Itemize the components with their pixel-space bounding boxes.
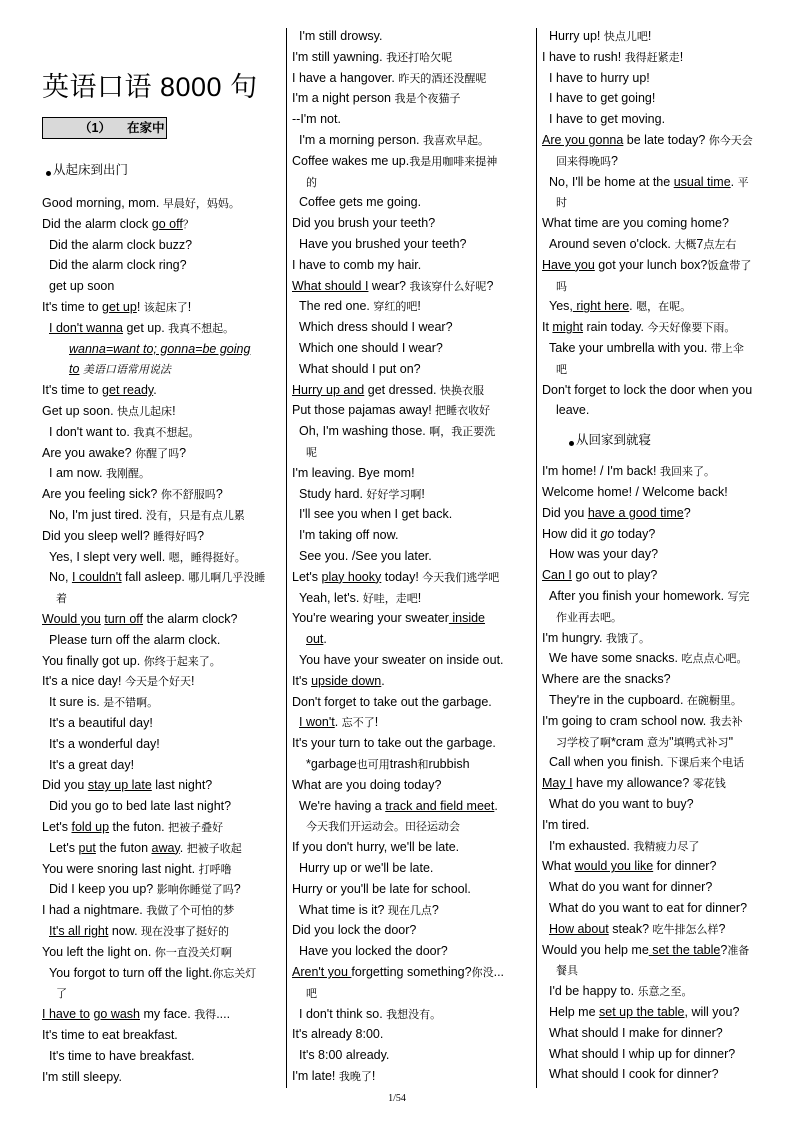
sentence-line: How did it go today?: [542, 526, 656, 541]
sentence-line: You were snoring last night. 打呼噜: [42, 861, 232, 876]
sentence-line: Have you brushed your teeth?: [299, 237, 467, 251]
sentence-line: I have to comb my hair.: [292, 257, 422, 272]
sentence-line: I'm hungry. 我饿了。: [542, 630, 650, 645]
sentence-line: You left the light on. 你一直没关灯啊: [42, 944, 232, 959]
sentence-line: What would you like for dinner?: [542, 859, 717, 874]
sentence-line: They're in the cupboard. 在碗橱里。: [549, 693, 742, 707]
sentence-line: You have your sweater on inside out.: [299, 653, 504, 667]
sentence-line: No, I'm just tired. 没有，只是有点儿累: [49, 508, 245, 522]
sentence-line: It's a great day!: [49, 757, 135, 772]
sentence-line: What do you want to eat for dinner?: [549, 901, 748, 915]
sentence-line: You forgot to turn off the light.你忘关灯: [49, 965, 257, 980]
sentence-line: Hurry up or we'll be late.: [299, 861, 434, 875]
sentence-line: Are you feeling sick? 你不舒服吗?: [42, 487, 223, 502]
sentence-line: It's time to get ready.: [42, 383, 157, 398]
sentence-line: I'm still yawning. 我还打哈欠呢: [292, 49, 453, 64]
sentence-line: 今天我们开运动会。田径运动会: [306, 821, 460, 834]
sentence-line: 习学校了啊*cram 意为"填鸭式补习": [556, 734, 733, 749]
page-title: 英语口语 8000 句: [42, 72, 258, 102]
sentence-line: I'm still drowsy.: [299, 29, 383, 43]
sentence-line: What time are you coming home?: [542, 216, 729, 231]
section-heading: 从起床到出门: [46, 162, 128, 178]
sentence-line: I don't think so. 我想没有。: [299, 1006, 442, 1021]
sentence-line: What should I wear? 我该穿什么好呢?: [292, 278, 494, 293]
sentence-line: Call when you finish. 下课后来个电话: [549, 755, 745, 770]
sentence-line: Which one should I wear?: [299, 341, 443, 355]
sentence-line: Did you have a good time?: [542, 505, 691, 520]
sentence-line: What time is it? 现在几点?: [299, 902, 439, 917]
sentence-line: I'm leaving. Bye mom!: [292, 465, 415, 480]
sentence-line: I'm late! 我晚了!: [292, 1069, 376, 1083]
sentence-line: leave.: [556, 403, 590, 418]
sentence-line: We're having a track and field meet.: [299, 798, 498, 813]
sentence-line: It might rain today. 今天好像要下雨。: [542, 320, 736, 335]
sentence-line: 了: [56, 988, 67, 1001]
sentence-line: It sure is. 是不错啊。: [49, 695, 159, 710]
sentence-line: The red one. 穿红的吧!: [299, 299, 421, 314]
sentence-line: I'm home! / I'm back! 我回来了。: [542, 464, 715, 479]
bullet-icon: [46, 171, 51, 176]
sentence-line: I am now. 我刚醒。: [49, 466, 150, 481]
sentence-line: Take your umbrella with you. 带上伞: [549, 341, 744, 355]
sentence-line: 呢: [306, 447, 317, 459]
sentence-line: Don't forget to lock the door when you: [542, 382, 753, 397]
sentence-line: Yes, I slept very well. 嗯，睡得挺好。: [49, 549, 246, 564]
sentence-line: If you don't hurry, we'll be late.: [292, 840, 460, 855]
sentence-line: Are you gonna be late today? 你今天会: [542, 133, 753, 147]
sentence-line: I have to hurry up!: [549, 70, 650, 85]
sentence-line: It's time to eat breakfast.: [42, 1028, 178, 1042]
sentence-line: I'm a morning person. 我喜欢早起。: [299, 133, 489, 147]
sentence-line: I'm going to cram school now. 我去补: [542, 713, 743, 728]
sentence-line: I'll see you when I get back.: [299, 507, 453, 522]
sentence-line: What do you want to buy?: [549, 797, 694, 811]
sentence-line: I had a nightmare. 我做了个可怕的梦: [42, 903, 235, 918]
sentence-line: Help me set up the table, will you?: [549, 1005, 740, 1019]
sentence-line: I have to go wash my face. 我得....: [42, 1007, 231, 1022]
sentence-line: Oh, I'm washing those. 啊，我正要洗: [299, 424, 496, 439]
sentence-line: What should I whip up for dinner?: [549, 1046, 736, 1061]
section-heading: 从回家到就寝: [569, 432, 651, 448]
sentence-line: Did the alarm clock go off？: [42, 216, 194, 231]
sentence-line: No, I'll be home at the usual time. 平: [549, 174, 749, 189]
sentence-line: Coffee gets me going.: [299, 195, 422, 210]
sentence-line: It's time to have breakfast.: [49, 1048, 195, 1063]
sentence-line: 回来得晚吗?: [556, 153, 618, 168]
chapter-heading: [42, 117, 167, 139]
sentence-line: Get up soon. 快点儿起床!: [42, 404, 176, 418]
sentence-line: Did the alarm clock ring?: [49, 258, 187, 273]
sentence-line: It's time to get up! 该起床了!: [42, 300, 192, 314]
sentence-line: It's your turn to take out the garbage.: [292, 736, 496, 751]
sentence-line: Welcome home! / Welcome back!: [542, 485, 728, 499]
sentence-line: I have to rush! 我得赶紧走!: [542, 49, 684, 64]
sentence-line: It's upside down.: [292, 673, 385, 688]
sentence-line: Hurry up and get dressed. 快换衣服: [292, 382, 485, 397]
sentence-line: Can I go out to play?: [542, 568, 658, 583]
sentence-line: Are you awake? 你醒了吗?: [42, 445, 187, 460]
sentence-line: Did you brush your teeth?: [292, 216, 436, 231]
sentence-line: Would you turn off the alarm clock?: [42, 612, 238, 626]
sentence-line: Put those pajamas away! 把睡衣收好: [292, 403, 491, 418]
sentence-line: What should I make for dinner?: [549, 1025, 723, 1040]
page-number: 1/54: [388, 1093, 406, 1104]
sentence-line: 吗: [556, 280, 567, 293]
sentence-line: I have to get moving.: [549, 112, 666, 127]
sentence-line: I don't wanna get up. 我真不想起。: [49, 320, 235, 335]
sentence-line: It's 8:00 already.: [299, 1048, 390, 1063]
sentence-line: Did you go to bed late last night?: [49, 799, 232, 814]
sentence-line: Aren't you forgetting something?你没...: [292, 965, 505, 979]
sentence-line: Yeah, let's. 好哇，走吧!: [299, 590, 422, 605]
sentence-line: How about steak? 吃牛排怎么样?: [549, 921, 726, 936]
sentence-line: Where are the snacks?: [542, 672, 671, 687]
sentence-line: I'm taking off now.: [299, 528, 399, 543]
sentence-line: Would you help me set the table?准备: [542, 942, 750, 957]
sentence-line: I'm exhausted. 我精疲力尽了: [549, 838, 700, 853]
sentence-line: 时: [556, 197, 567, 210]
sentence-line: --I'm not.: [292, 112, 341, 127]
sentence-line: We have some snacks. 吃点点心吧。: [549, 651, 748, 666]
sentence-line: Did you sleep well? 睡得好吗?: [42, 528, 205, 543]
sentence-line: See you. /See you later.: [299, 549, 432, 563]
sentence-line: Hurry up! 快点儿吧!: [549, 29, 652, 43]
sentence-line: No, I couldn't fall asleep. 哪儿啊几乎没睡: [49, 570, 266, 585]
sentence-line: I have a hangover. 昨天的酒还没醒呢: [292, 70, 487, 85]
sentence-line: What do you want for dinner?: [549, 880, 713, 895]
bullet-icon: [569, 441, 574, 446]
sentence-line: get up soon: [49, 279, 115, 294]
sentence-line: May I have my allowance? 零花钱: [542, 776, 726, 791]
column-divider: [536, 28, 537, 1088]
sentence-line: *garbage也可用trash和rubbish: [306, 757, 470, 771]
sentence-line: Yes, right here. 嗯，在呢。: [549, 299, 692, 314]
chapter-number: （1）: [79, 121, 111, 135]
sentence-line: Have you got your lunch box?饭盒带了: [542, 257, 752, 272]
sentence-line: I'd be happy to. 乐意之至。: [549, 984, 693, 999]
sentence-line: I have to get going!: [549, 91, 656, 106]
sentence-line: Let's put the futon away. 把被子收起: [49, 840, 242, 855]
sentence-line: I don't want to. 我真不想起。: [49, 424, 200, 439]
sentence-line: wanna=want to; gonna=be going: [69, 341, 251, 356]
sentence-line: Did you stay up late last night?: [42, 778, 213, 793]
sentence-line: Please turn off the alarm clock.: [49, 632, 221, 647]
sentence-line: It's a nice day! 今天是个好天!: [42, 674, 195, 689]
sentence-line: I'm a night person 我是个夜猫子: [292, 91, 461, 106]
sentence-line: Around seven o'clock. 大概7点左右: [549, 237, 737, 251]
sentence-line: It's a wonderful day!: [49, 736, 160, 751]
sentence-line: I'm tired.: [542, 817, 590, 832]
sentence-line: Study hard. 好好学习啊!: [299, 486, 425, 501]
sentence-line: Good morning, mom. 早晨好，妈妈。: [42, 196, 240, 210]
sentence-line: It's all right now. 现在没事了挺好的: [49, 924, 230, 938]
sentence-line: What are you doing today?: [292, 777, 442, 792]
sentence-line: It's a beautiful day!: [49, 716, 153, 730]
sentence-line: Did the alarm clock buzz?: [49, 237, 193, 252]
sentence-line: You're wearing your sweater inside: [292, 611, 486, 626]
sentence-line: Which dress should I wear?: [299, 320, 453, 335]
sentence-line: to 美语口语常用说法: [69, 362, 171, 377]
sentence-line: You finally got up. 你终于起来了。: [42, 653, 221, 668]
sentence-line: 作业再去吧。: [556, 611, 622, 624]
sentence-line: Let's play hooky today! 今天我们逃学吧: [292, 569, 500, 584]
sentence-line: 着: [56, 593, 67, 606]
sentence-line: Let's fold up the futon. 把被子叠好: [42, 820, 224, 834]
column-divider: [286, 28, 287, 1088]
sentence-line: 吧: [306, 987, 317, 1000]
sentence-line: How was your day?: [549, 547, 659, 562]
sentence-line: Don't forget to take out the garbage.: [292, 694, 492, 709]
sentence-line: 吧: [556, 363, 567, 376]
sentence-line: 餐具: [556, 965, 578, 978]
sentence-line: out.: [306, 632, 327, 647]
sentence-line: It's already 8:00.: [292, 1027, 384, 1042]
chapter-title: 在家中: [127, 121, 165, 135]
sentence-line: What should I cook for dinner?: [549, 1067, 719, 1082]
sentence-line: After you finish your homework. 写完: [549, 589, 750, 603]
sentence-line: 的: [306, 176, 317, 189]
sentence-line: Did I keep you up? 影响你睡觉了吗?: [49, 882, 241, 897]
sentence-line: Hurry or you'll be late for school.: [292, 881, 471, 896]
sentence-line: I'm still sleepy.: [42, 1069, 122, 1084]
sentence-line: Have you locked the door?: [299, 944, 448, 959]
sentence-line: What should I put on?: [299, 361, 421, 376]
sentence-line: Did you lock the door?: [292, 923, 417, 938]
sentence-line: I won't. 忘不了!: [299, 715, 379, 730]
sentence-line: Coffee wakes me up.我是用咖啡来提神: [292, 153, 498, 168]
